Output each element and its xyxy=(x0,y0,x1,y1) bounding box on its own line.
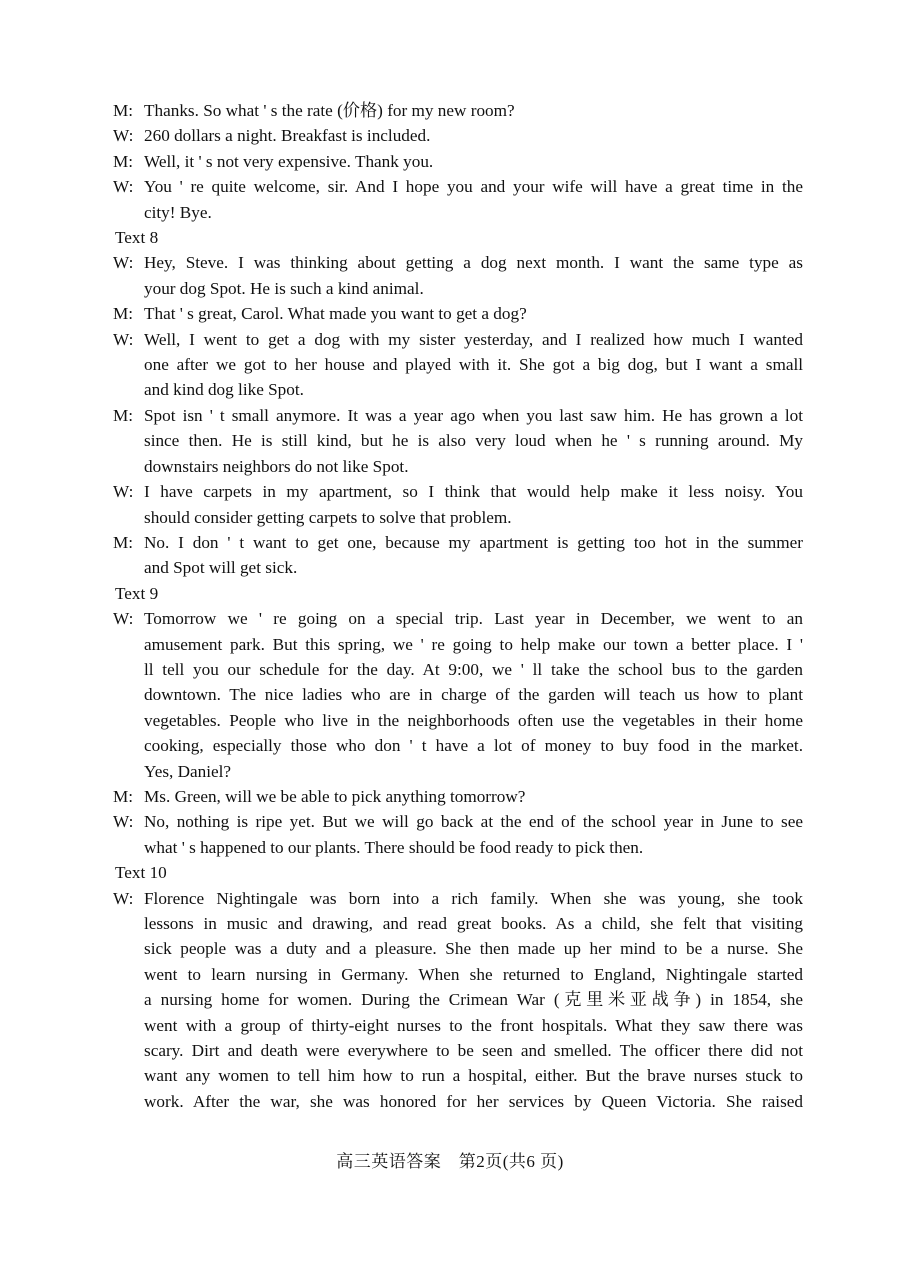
section-heading: Text 10 xyxy=(115,863,167,883)
speaker-label: W: xyxy=(113,609,134,629)
speaker-label: M: xyxy=(113,532,134,552)
speech-line: cooking, especially those who don ' t have a lot of money to buy food in the market. xyxy=(144,736,803,756)
speech-text xyxy=(144,301,803,326)
dialogue-turn xyxy=(113,123,803,148)
speech-line: You ' re quite welcome, sir. And I hope you and your wife will have a great time in the xyxy=(144,177,803,197)
speech-line: city! Bye. xyxy=(144,202,212,222)
speaker-label: W: xyxy=(113,253,134,273)
speech-line: your dog Spot. He is such a kind animal. xyxy=(144,278,424,298)
speaker-label: M: xyxy=(113,304,134,324)
speech-text xyxy=(144,123,803,148)
speech-line: want any women to tell him how to run a hospital, either. But the brave nurses stuck to xyxy=(144,1066,803,1086)
transcript-body xyxy=(113,98,803,1114)
speech-line: downstairs neighbors do not like Spot. xyxy=(144,456,409,476)
speech-line: went with a group of thirty-eight nurses to the front hospitals. What they saw there was xyxy=(144,1015,803,1035)
speech-line: Hey, Steve. I was thinking about getting a dog next month. I want the same type as xyxy=(144,253,803,273)
speech-text xyxy=(144,606,803,784)
speech-text xyxy=(144,809,803,860)
speech-line: Spot isn ' t small anymore. It was a year ago when you last saw him. He has grown a lot xyxy=(144,405,803,425)
speaker-label: M: xyxy=(113,405,134,425)
speech-line: Well, I went to get a dog with my sister yesterday, and I realized how much I wanted xyxy=(144,329,803,349)
speech-line: went to learn nursing in Germany. When she returned to England, Nightingale started xyxy=(144,964,803,984)
speaker-label: W: xyxy=(113,126,134,146)
speech-line: work. After the war, she was honored for her services by Queen Victoria. She raised xyxy=(144,1091,803,1111)
page-footer: 高三英语答案 第2页(共6 页) xyxy=(336,1152,564,1171)
speaker-label: W: xyxy=(113,329,134,349)
speech-line: one after we got to her house and played with it. She got a big dog, but I want a small xyxy=(144,355,803,375)
speech-line: and kind dog like Spot. xyxy=(144,380,304,400)
speech-text xyxy=(144,530,803,581)
speech-line: scary. Dirt and death were everywhere to be seen and smelled. The officer there did not xyxy=(144,1041,803,1061)
speech-line: and Spot will get sick. xyxy=(144,558,298,578)
speaker-label: M: xyxy=(113,786,134,806)
speech-text xyxy=(144,98,803,123)
dialogue-turn xyxy=(113,784,803,809)
speech-text xyxy=(144,403,803,479)
speaker-label: M: xyxy=(113,101,134,120)
section-heading: Text 9 xyxy=(115,583,159,603)
speaker-label: W: xyxy=(113,888,134,908)
speech-line: Ms. Green, will we be able to pick anything tomorrow? xyxy=(144,786,526,806)
dialogue-turn xyxy=(113,479,803,530)
dialogue-turn xyxy=(113,606,803,784)
speech-line: amusement park. But this spring, we ' re going to help make our town a better place. I ' xyxy=(144,634,803,654)
speech-text xyxy=(144,174,803,225)
speech-line: No, nothing is ripe yet. But we will go back at the end of the school year in June to see xyxy=(144,812,803,832)
speech-text xyxy=(144,250,803,301)
speaker-label: W: xyxy=(113,482,134,502)
speech-text xyxy=(144,886,803,1115)
section-heading: Text 8 xyxy=(115,228,159,248)
speech-text xyxy=(144,149,803,174)
speech-line: a nursing home for women. During the Crimean War (克里米亚战争) in 1854, she xyxy=(144,990,803,1010)
speech-line: sick people was a duty and a pleasure. She then made up her mind to be a nurse. She xyxy=(144,939,803,959)
speech-text xyxy=(144,479,803,530)
speech-line: I have carpets in my apartment, so I think that would help make it less noisy. You xyxy=(144,482,803,502)
speech-text xyxy=(144,784,803,809)
speech-text xyxy=(144,327,803,403)
dialogue-turn xyxy=(113,530,803,581)
dialogue-turn xyxy=(113,809,803,860)
speech-line: Tomorrow we ' re going on a special trip. Last year in December, we went to an xyxy=(144,609,803,629)
dialogue-turn xyxy=(113,174,803,225)
speech-line: 260 dollars a night. Breakfast is included. xyxy=(144,126,431,146)
dialogue-turn xyxy=(113,403,803,479)
speech-line: lessons in music and drawing, and read great books. As a child, she felt that visiting xyxy=(144,914,803,933)
dialogue-turn xyxy=(113,149,803,174)
speaker-label: M: xyxy=(113,151,134,171)
speech-line: No. I don ' t want to get one, because my apartment is getting too hot in the summer xyxy=(144,532,803,552)
speech-line: downtown. The nice ladies who are in charge of the garden will teach us how to plant xyxy=(144,685,803,705)
speaker-label: W: xyxy=(113,812,134,832)
speaker-label: W: xyxy=(113,177,134,197)
dialogue-turn xyxy=(113,327,803,403)
speech-line: vegetables. People who live in the neighborhoods often use the vegetables in their home xyxy=(144,710,803,730)
speech-line: Florence Nightingale was born into a rich family. When she was young, she took xyxy=(144,888,803,908)
dialogue-turn xyxy=(113,886,803,1115)
speech-line: ll tell you our schedule for the day. At 9:00, we ' ll take the school bus to the garden xyxy=(144,659,803,679)
dialogue-turn xyxy=(113,250,803,301)
speech-line: Yes, Daniel? xyxy=(144,761,232,781)
speech-line: Well, it ' s not very expensive. Thank you. xyxy=(144,151,434,171)
speech-line: should consider getting carpets to solve that problem. xyxy=(144,507,512,527)
speech-line: what ' s happened to our plants. There should be food ready to pick then. xyxy=(144,837,644,857)
speech-line: That ' s great, Carol. What made you want to get a dog? xyxy=(144,304,527,324)
speech-line: Thanks. So what ' s the rate (价格) for my new room? xyxy=(144,101,515,120)
dialogue-turn xyxy=(113,98,803,123)
speech-line: since then. He is still kind, but he is also very loud when he ' s running around. My xyxy=(144,431,803,451)
dialogue-turn xyxy=(113,301,803,326)
